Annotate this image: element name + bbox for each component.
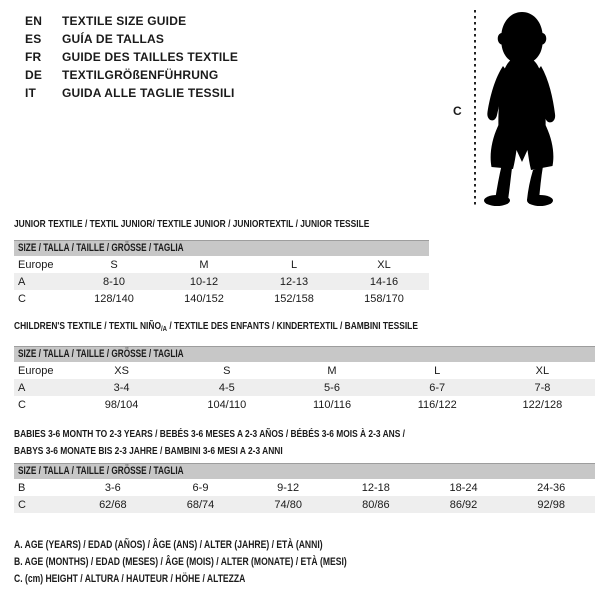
table-cell: 116/122 <box>417 398 457 411</box>
table-cell: 122/128 <box>522 398 563 411</box>
table-cell: 68/74 <box>186 498 215 511</box>
table-cell: S <box>223 364 231 377</box>
table-cell: XS <box>114 364 129 377</box>
table-cell: S <box>110 258 118 271</box>
note-age-years <box>14 537 441 554</box>
table-cell: 152/158 <box>274 292 314 305</box>
table-cell: 14-16 <box>369 275 399 288</box>
section-title-babies-line1 <box>14 426 503 443</box>
row-label: A <box>18 381 26 394</box>
table-cell: 12-18 <box>361 481 390 494</box>
title-subscript: /A <box>160 324 167 333</box>
table-cell: 158/170 <box>364 292 404 305</box>
title-text: BABYS 3-6 MONATE BIS 2-3 JAHRE / BAMBINI 3-6 MESI A 2-3 ANNI <box>14 445 283 457</box>
legend-notes <box>14 537 441 588</box>
table-row-junior-age <box>14 273 429 290</box>
language-code: FR <box>25 50 42 64</box>
table-row-children-europe <box>14 362 595 379</box>
language-title: GUIDA ALLE TAGLIE TESSILI <box>62 86 235 100</box>
table-cell: M <box>327 364 337 377</box>
table-cell: XL <box>377 258 391 271</box>
toddler-silhouette-image <box>482 8 564 206</box>
note-age-months <box>14 554 441 571</box>
table-cell: 10-12 <box>189 275 219 288</box>
table-cell: 140/152 <box>184 292 224 305</box>
table-row-babies-age <box>14 479 595 496</box>
table-row-children-height <box>14 396 595 413</box>
table-cell: 24-36 <box>537 481 566 494</box>
title-text: BABIES 3-6 MONTH TO 2-3 YEARS / BEBÉS 3-6 MESES A 2-3 AÑOS / BÉBÉS 3-6 MOIS À 2-3 ANS / <box>14 428 406 440</box>
babies-size-table <box>14 463 595 513</box>
table-cell: 4-5 <box>218 381 235 394</box>
table-row-junior-europe <box>14 256 429 273</box>
table-cell: 98/104 <box>104 398 139 411</box>
table-cell: 12-13 <box>279 275 309 288</box>
table-cell: 104/110 <box>207 398 247 411</box>
table-cell: 8-10 <box>102 275 126 288</box>
language-row-en <box>25 12 238 30</box>
row-label: C <box>18 292 26 305</box>
language-code: IT <box>25 86 37 100</box>
section-title-junior <box>14 216 458 233</box>
section-title-children <box>14 318 519 337</box>
table-cell: 92/98 <box>537 498 565 511</box>
table-header-children-text: SIZE / TALLA / TAILLE / GRÖSSE / TAGLIA <box>18 348 184 360</box>
junior-size-table <box>14 240 429 307</box>
language-row-es <box>25 30 238 48</box>
table-cell: 110/116 <box>312 398 352 411</box>
table-cell: M <box>199 258 209 271</box>
table-cell: 7-8 <box>534 381 551 394</box>
row-label: A <box>18 275 26 288</box>
language-code: ES <box>25 32 42 46</box>
table-cell: 86/92 <box>449 498 478 511</box>
language-title: GUIDE DES TAILLES TEXTILE <box>62 50 239 64</box>
table-row-babies-height <box>14 496 595 513</box>
language-title: TEXTILE SIZE GUIDE <box>62 14 187 28</box>
section-title-babies <box>14 426 503 460</box>
row-label: C <box>18 498 26 511</box>
table-cell: 9-12 <box>277 481 300 494</box>
table-row-junior-height <box>14 290 429 307</box>
table-header-children <box>14 346 595 362</box>
height-measure-dashed-line <box>474 10 476 206</box>
language-code: DE <box>25 68 43 82</box>
row-label: B <box>18 481 26 494</box>
note-text: B. AGE (MONTHS) / EDAD (MESES) / ÂGE (MOIS) / ALTER (MONATE) / ETÀ (MESI) <box>14 556 347 568</box>
language-title: TEXTILGRÖßENFÜHRUNG <box>62 68 219 82</box>
table-header-junior-text: SIZE / TALLA / TAILLE / GRÖSSE / TAGLIA <box>18 242 184 254</box>
table-cell: 128/140 <box>94 292 134 305</box>
table-header-babies <box>14 463 595 479</box>
table-cell: 6-7 <box>429 381 446 394</box>
language-row-fr <box>25 48 238 66</box>
table-cell: 3-4 <box>113 381 130 394</box>
title-part: / TEXTILE DES ENFANTS / KINDERTEXTIL / BAMBINI TESSILE <box>166 320 418 332</box>
table-header-babies-text: SIZE / TALLA / TAILLE / GRÖSSE / TAGLIA <box>18 465 184 477</box>
note-text: C. (cm) HEIGHT / ALTURA / HAUTEUR / HÖHE / ALTEZZA <box>14 573 246 585</box>
language-title-list <box>25 12 238 102</box>
table-cell: L <box>434 364 441 377</box>
table-cell: 62/68 <box>99 498 127 511</box>
table-row-children-age <box>14 379 595 396</box>
table-cell: L <box>290 258 298 271</box>
table-cell: 18-24 <box>449 481 478 494</box>
table-cell: XL <box>535 364 550 377</box>
row-label: C <box>18 398 26 411</box>
note-height-cm <box>14 571 441 588</box>
table-cell: 3-6 <box>104 481 121 494</box>
height-measure-label: C <box>453 104 462 118</box>
table-cell: 80/86 <box>362 498 390 511</box>
row-label: Europe <box>18 258 54 271</box>
row-label: Europe <box>18 364 54 377</box>
language-row-de <box>25 66 238 84</box>
table-cell: 6-9 <box>192 481 209 494</box>
note-text: A. AGE (YEARS) / EDAD (AÑOS) / ÂGE (ANS) / ALTER (JAHRE) / ETÀ (ANNI) <box>14 539 323 551</box>
language-title: GUÍA DE TALLAS <box>62 32 165 46</box>
section-title-children-text <box>14 318 418 337</box>
section-title-junior-text: JUNIOR TEXTILE / TEXTIL JUNIOR/ TEXTILE JUNIOR / JUNIORTEXTIL / JUNIOR TESSILE <box>14 218 370 230</box>
table-header-junior <box>14 240 429 256</box>
language-row-it <box>25 84 238 102</box>
table-cell: 74/80 <box>274 498 302 511</box>
title-part: CHILDREN'S TEXTILE / TEXTIL NIÑO <box>14 320 161 332</box>
children-size-table <box>14 346 595 413</box>
language-code: EN <box>25 14 43 28</box>
section-title-babies-line2 <box>14 443 503 460</box>
table-cell: 5-6 <box>324 381 340 394</box>
